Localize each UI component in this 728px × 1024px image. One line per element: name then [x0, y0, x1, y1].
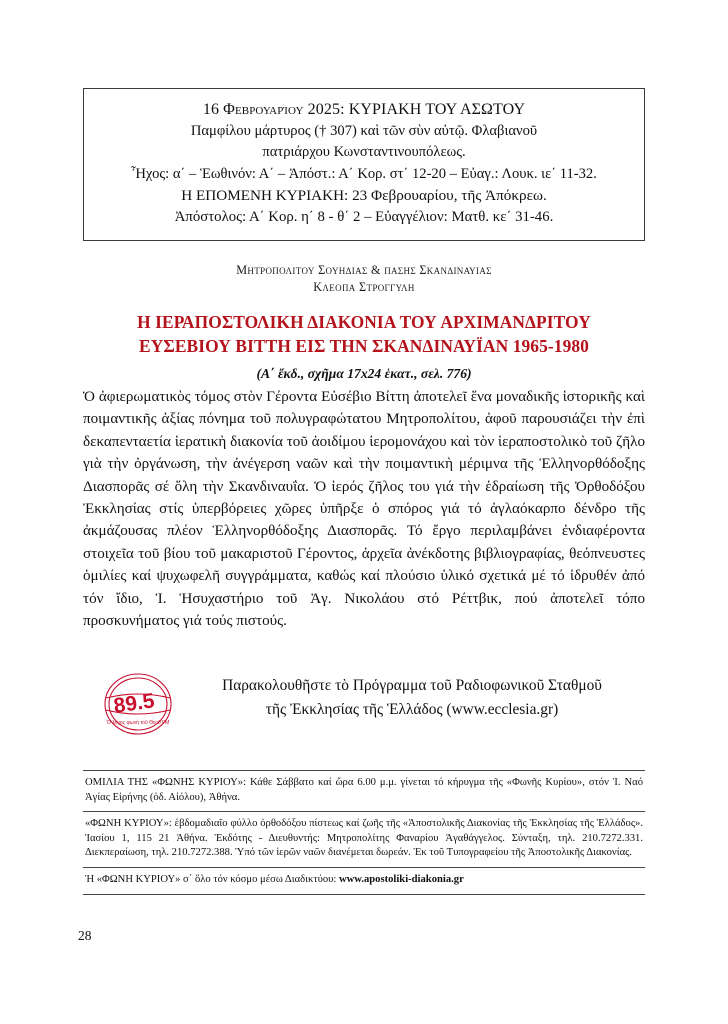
footer-note-sermon: ΟΜΙΛΙΑ ΤΗΣ «ΦΩΝΗΣ ΚΥΡΙΟΥ»: Κάθε Σάββατο καί ὥρα 6.00 μ.μ. γίνεται τό κήρυγμα τῆς «Φωνῆς Κυρίου», στόν Ἱ. Ναό Ἁγίας Εἰρήνης (ὁδ. Αἰόλου), Ἀθήνα. [83, 770, 645, 811]
footer-note-publication: «ΦΩΝΗ ΚΥΡΙΟΥ»: ἑβδομαδιαῖο φύλλο ὀρθοδόξου πίστεως καί ζωῆς τῆς «Ἀποστολικῆς Διακονίας τῆς Ἐκκλησίας τῆς Ἑλλάδος». Ἰασίου 1, 115 21 Ἀθήνα. Ἐκδότης - Διευθυντής: Μητροπολίτης Φαναρίου Ἀγαθάγγελος. Σύνταξη, τηλ. 210.7272.331. Διεκπεραίωση, τηλ. 210.7272.388. Ὑπό τῶν ἱερῶν ναῶν διανέμεται δωρεάν. Ἐκ τοῦ Τυπογραφείου τῆς Ἀποστολικῆς Διακονίας. [83, 811, 645, 867]
radio-station-block [83, 668, 645, 740]
author-title-line: Μητροπολιτου Σουηδιας & πασης Σκανδιναυιας [236, 263, 492, 277]
svg-text:Ὁ λόγος φωνὴ τοῦ Θεοῦ FM: Ὁ λόγος φωνὴ τοῦ Θεοῦ FM [106, 720, 170, 726]
header-line-tone-readings: Ἦχος: α΄ – Ἑωθινόν: Α΄ – Ἀπόστ.: Α΄ Κορ. στ΄ 12-20 – Εὐαγ.: Λουκ. ιε΄ 11-32. [131, 165, 597, 182]
article-body [83, 386, 645, 632]
footer-note-website-prefix: Ἡ «ΦΩΝΗ ΚΥΡΙΟΥ» σ΄ ὅλο τόν κόσμο μέσω Διαδικτύου: [85, 873, 339, 885]
article-title [83, 310, 645, 386]
radio-text [179, 674, 645, 722]
article-title-line-2: ΕΥΣΕΒΙΟΥ ΒΙΤΤΗ ΕΙΣ ΤΗΝ ΣΚΑΝΔΙΝΑΥΪΑΝ 1965-1980 [139, 336, 589, 356]
header-line-next-readings: Ἀπόστολος: Α΄ Κορ. η΄ 8 - θ΄ 2 – Εὐαγγέλιον: Ματθ. κε΄ 31-46. [174, 208, 554, 225]
footer-notes [83, 770, 645, 895]
article-subtitle: (Α΄ ἔκδ., σχῆμα 17x24 ἑκατ., σελ. 776) [256, 366, 472, 381]
page-number: 28 [78, 928, 92, 943]
article-title-line-1: Η ΙΕΡΑΠΟΣΤΟΛΙΚΗ ΔΙΑΚΟΝΙΑ ΤΟΥ ΑΡΧΙΜΑΝΔΡΙΤΟΥ [137, 312, 591, 332]
header-line-next-sunday: Η ΕΠΟΜΕΝΗ ΚΥΡΙΑΚΗ: 23 Φεβρουαρίου, τῆς Ἀπόκρεω. [181, 187, 547, 204]
header-line-date: 16 Φεβρουαρίου 2025: ΚΥΡΙΑΚΗ ΤΟΥ ΑΣΩΤΟΥ [202, 101, 526, 118]
radio-logo [99, 668, 177, 740]
radio-text-line-1: Παρακολουθῆστε τὸ Πρόγραμμα τοῦ Ραδιοφωνικοῦ Σταθμοῦ [222, 677, 602, 694]
footer-note-website-link[interactable]: www.apostoliki-diakonia.gr [338, 873, 464, 885]
header-line-saints-1: Παμφίλου μάρτυρος († 307) καὶ τῶν σὺν αὐτῷ. Φλαβιανοῦ [190, 122, 538, 139]
author-name-line: Κλεοπα Στρογγυλη [313, 280, 415, 294]
svg-text:89.5: 89.5 [112, 689, 156, 718]
article-paragraph: Ὁ ἀφιερωματικὸς τόμος στὸν Γέροντα Εὐσέβιο Βίττη ἀποτελεῖ ἕνα μοναδικῆς ἱστορικῆς καὶ ποιμαντικῆς ἀξίας πόνημα τοῦ πολυγραφώτατου Μητροπολίτου, ἀφοῦ παρουσιάζει τὴν ἐπὶ δεκαπενταετία ἱερατικὴ διακονία τοῦ ἀοιδίμου ἱερομονάχου καὶ τὸν ἱεραποστολικὸ τοῦ ζῆλο γιὰ τὴν ὀργάνωση, τὴν ἀνέγερση ναῶν καὶ τὴν ποιμαντικὴ μέριμνα τῆς Ἑλληνορθόδοξης Διασπορᾶς σέ ὅλη τὴν Σκανδιναυΐα. Ὁ ἱερός ζῆλος του γιά τὴν ἑδραίωση τῆς Ὀρθοδόξου Ἐκκλησίας στίς ὑπερβόρειες χῶρες ὑπῆρξε ὁ σπόρος γιά τό ἀγλαόκαρπο δένδρο τῆς ἀκμάζουσας πλέον Ἑλληνορθόδοξης Διασπορᾶς. Τό ἔργο περιλαμβάνει ἐνδιαφέροντα στοιχεῖα τοῦ βίου τοῦ μακαριστοῦ Γέροντος, ἀρχεῖα ἀνέκδοτης βιβλιογραφίας, θεόπνευστες ὁμιλίες καί ψυχωφελῆ συγγράμματα, καθώς καί πλούσιο ὑλικό σχετικά μέ τό ἱδρυθέν ἀπό τόν ἴδιο, Ἱ. Ἡσυχαστήριο τοῦ Ἁγ. Νικολάου στό Ρέττβικ, πού ἀποτελεῖ τόπο προσκυνήματος γιά τούς πιστούς. [83, 389, 645, 630]
header-line-saints-2: πατριάρχου Κωνσταντινουπόλεως. [262, 144, 466, 160]
author-block [83, 262, 645, 296]
footer-note-website [83, 867, 645, 895]
radio-text-line-2: τῆς Ἐκκλησίας τῆς Ἑλλάδος (www.ecclesia.gr) [265, 701, 559, 718]
liturgical-header-box [83, 88, 645, 241]
